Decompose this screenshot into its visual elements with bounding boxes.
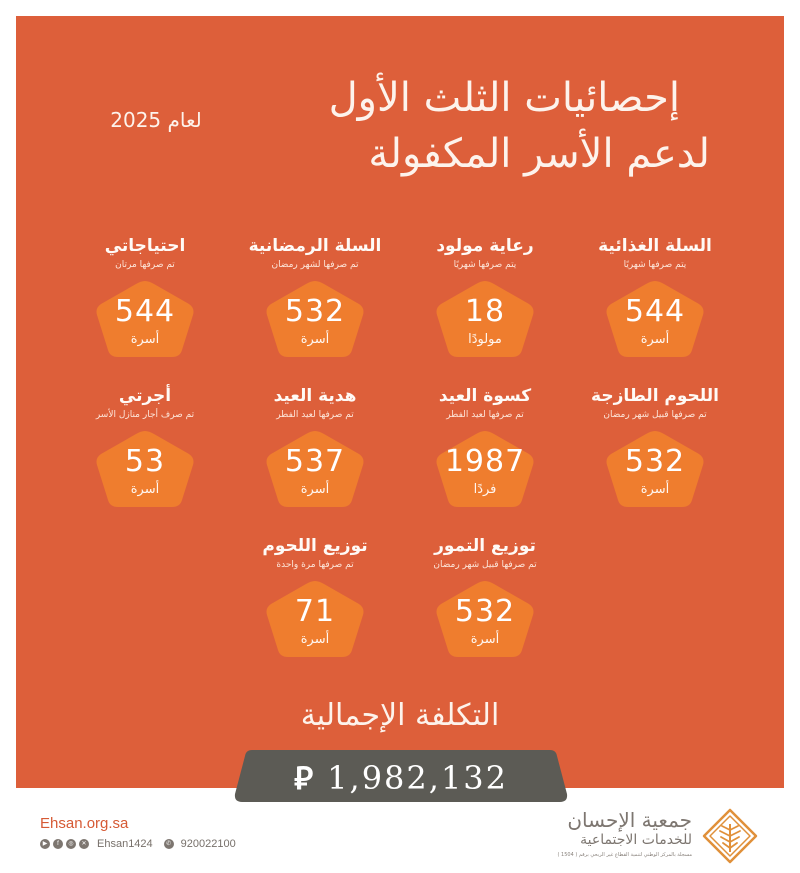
social-links <box>40 838 236 850</box>
phone-number: 920022100 <box>180 838 236 850</box>
stat-subtitle: تم صرفها لعيد الفطر <box>276 410 354 420</box>
pentagon-badge <box>604 278 706 360</box>
stat-title: توزيع التمور <box>434 536 536 556</box>
stat-title: اللحوم الطازجة <box>591 386 719 406</box>
total-cost-label: التكلفة الإجمالية <box>300 698 500 733</box>
stat-title: رعاية مولود <box>436 236 534 256</box>
stat-card-dates-distribution <box>410 528 560 668</box>
stat-unit: فردًا <box>473 482 497 497</box>
stat-subtitle: يتم صرفها شهريًا <box>623 260 687 270</box>
stat-unit: أسرة <box>130 332 160 347</box>
title-line-2: لدعم الأسر المكفولة <box>368 131 710 177</box>
stat-subtitle: تم صرفها لشهر رمضان <box>271 260 359 270</box>
instagram-icon[interactable]: ◎ <box>66 839 76 849</box>
org-name-line2: للخدمات الاجتماعية <box>580 832 692 848</box>
stat-unit: أسرة <box>470 632 500 647</box>
title-line-1: إحصائيات الثلث الأول <box>328 75 680 121</box>
pentagon-badge <box>264 278 366 360</box>
stat-value: 532 <box>284 294 346 329</box>
org-registration: مسجلة بالمركز الوطني لتنمية القطاع غير الربحي برقم ( 1504 ) <box>557 852 692 858</box>
stat-subtitle: يتم صرفها شهريًا <box>453 260 517 270</box>
phone-icon: ✆ <box>164 839 174 849</box>
riyal-currency-icon: ⃁ <box>293 759 315 797</box>
stat-unit: أسرة <box>640 482 670 497</box>
stat-value: 18 <box>464 294 506 329</box>
stat-title: هدية العيد <box>273 386 357 406</box>
stat-unit: أسرة <box>300 632 330 647</box>
stat-subtitle: تم صرفها مرتان <box>115 260 175 270</box>
stat-card-newborn-care <box>410 228 560 368</box>
youtube-icon[interactable]: ▶ <box>40 839 50 849</box>
facebook-icon[interactable]: f <box>53 839 63 849</box>
stat-card-my-needs <box>70 228 220 368</box>
website-link[interactable]: Ehsan.org.sa <box>40 815 129 832</box>
pentagon-badge <box>434 278 536 360</box>
stat-card-food-basket <box>580 228 730 368</box>
stat-title: توزيع اللحوم <box>262 536 368 556</box>
pentagon-badge <box>94 428 196 510</box>
total-cost-value: 1,982,132 <box>327 759 509 797</box>
total-cost-amount <box>234 756 568 798</box>
stat-value: 1987 <box>444 444 526 479</box>
stat-subtitle: تم صرفها قبيل شهر رمضان <box>603 410 707 420</box>
stat-unit: أسرة <box>640 332 670 347</box>
stat-value: 53 <box>124 444 166 479</box>
stat-subtitle: تم صرفها قبيل شهر رمضان <box>433 560 537 570</box>
stat-card-eid-clothing <box>410 378 560 518</box>
stat-title: كسوة العيد <box>438 386 532 406</box>
stat-title: السلة الرمضانية <box>248 236 382 256</box>
total-cost-bar <box>234 750 568 802</box>
year-label: لعام 2025 <box>110 108 202 132</box>
pentagon-badge <box>264 578 366 660</box>
stat-title: احتياجاتي <box>104 236 186 256</box>
org-name-line1: جمعية الإحسان <box>567 808 692 832</box>
stat-unit: أسرة <box>300 332 330 347</box>
page-title <box>290 70 710 182</box>
pentagon-badge <box>264 428 366 510</box>
stat-value: 532 <box>454 594 516 629</box>
stat-title: السلة الغذائية <box>598 236 712 256</box>
stat-value: 544 <box>624 294 686 329</box>
stat-subtitle: تم صرف أجار منازل الأسر <box>95 410 195 420</box>
stat-unit: أسرة <box>130 482 160 497</box>
stat-card-eid-gift <box>240 378 390 518</box>
footer-contact <box>40 815 236 850</box>
wheat-emblem-icon <box>700 808 760 864</box>
stat-subtitle: تم صرفها مرة واحدة <box>276 560 354 570</box>
stat-subtitle: تم صرفها لعيد الفطر <box>446 410 524 420</box>
pentagon-badge <box>434 428 536 510</box>
stat-value: 544 <box>114 294 176 329</box>
pentagon-badge <box>604 428 706 510</box>
x-icon[interactable]: ✕ <box>79 839 89 849</box>
stat-value: 71 <box>294 594 336 629</box>
stat-value: 537 <box>284 444 346 479</box>
stat-card-rent <box>70 378 220 518</box>
stat-value: 532 <box>624 444 686 479</box>
stat-card-ramadan-basket <box>240 228 390 368</box>
organization-logo <box>538 808 760 864</box>
social-handle: Ehsan1424 <box>97 838 153 850</box>
stat-card-fresh-meat <box>580 378 730 518</box>
stat-title: أجرتي <box>118 386 172 406</box>
pentagon-badge <box>94 278 196 360</box>
pentagon-badge <box>434 578 536 660</box>
stat-unit: مولودًا <box>468 332 502 347</box>
stat-unit: أسرة <box>300 482 330 497</box>
stat-card-meat-distribution <box>240 528 390 668</box>
